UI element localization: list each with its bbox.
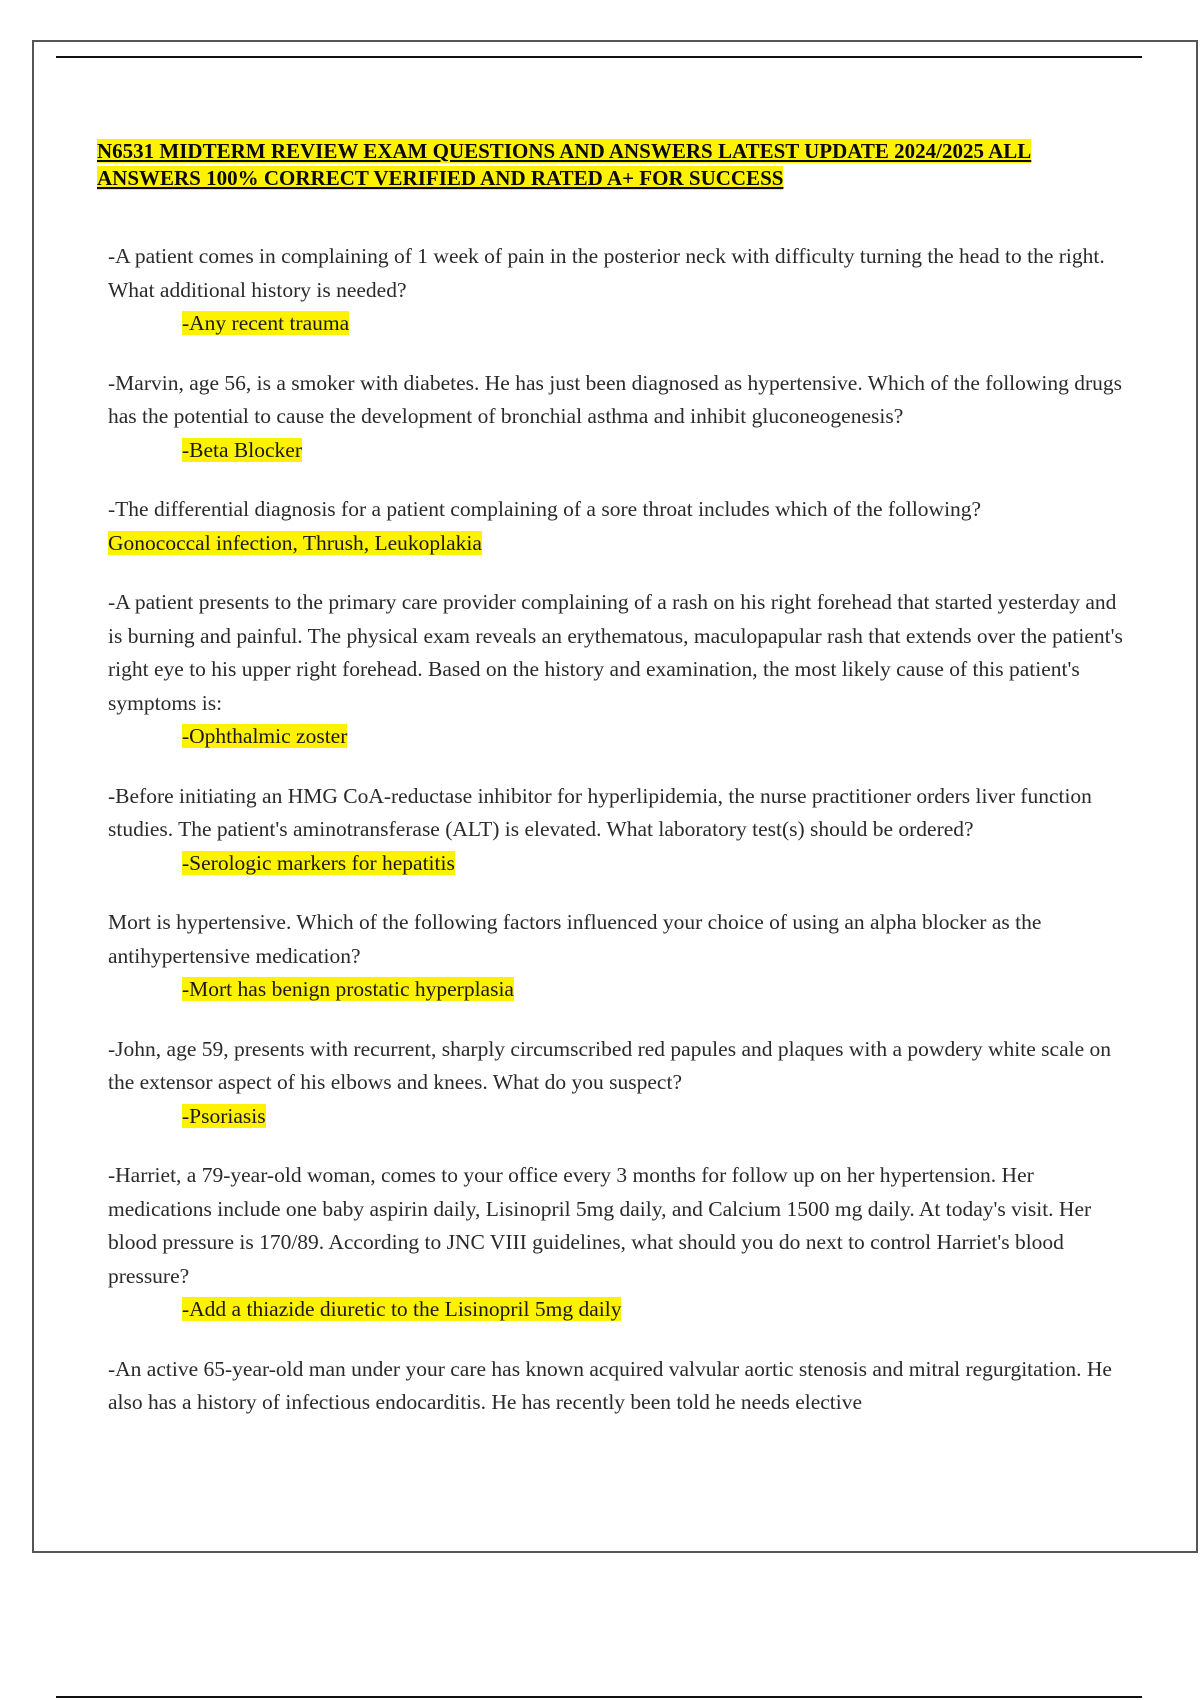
question-text: -Marvin, age 56, is a smoker with diabetes. He has just been diagnosed as hypertensive. Which of the following drugs has the potential to cause the development of bronchial asthma and inhibit gluconeogenesis? — [108, 370, 1123, 428]
question-text: Mort is hypertensive. Which of the following factors influenced your choice of using an alpha blocker as the antihypertensive medication? — [108, 910, 1042, 968]
qa-item-9 — [108, 1353, 1124, 1420]
answer-text: -Add a thiazide diuretic to the Lisinopril 5mg daily — [182, 1297, 622, 1321]
question-text: -Harriet, a 79-year-old woman, comes to your office every 3 months for follow up on her hypertension. Her medications include one baby aspirin daily, Lisinopril 5mg daily, and Calcium 1500 mg daily. At today's visit. Her blood pressure is 170/89. According to JNC VIII guidelines, what should you do next to control Harriet's blood pressure? — [108, 1163, 1092, 1288]
qa-item-4 — [108, 586, 1124, 754]
qa-item-6 — [108, 906, 1124, 1007]
answer-text: -Beta Blocker — [182, 437, 302, 462]
question-text: -The differential diagnosis for a patient complaining of a sore throat includes which of the following? — [108, 497, 982, 521]
qa-item-7 — [108, 1033, 1124, 1134]
answer-text: Gonococcal infection, Thrush, Leukoplakia — [108, 530, 482, 555]
answer-text: -Mort has benign prostatic hyperplasia — [182, 977, 514, 1001]
qa-item-1 — [108, 240, 1124, 341]
qa-item-3 — [108, 493, 1124, 560]
question-text: -Before initiating an HMG CoA-reductase inhibitor for hyperlipidemia, the nurse practitioner orders liver function studies. The patient's aminotransferase (ALT) is elevated. What laboratory test(s) should be ordered? — [108, 783, 1092, 841]
answer-text: -Psoriasis — [182, 1103, 266, 1128]
document-title: N6531 MIDTERM REVIEW EXAM QUESTIONS AND ANSWERS LATEST UPDATE 2024/2025 ALL ANSWERS 100% CORRECT VERIFIED AND RATED A+ FOR SUCCESS — [97, 139, 1032, 190]
qa-item-2 — [108, 367, 1124, 468]
answer-text: -Any recent trauma — [182, 311, 350, 335]
qa-item-5 — [108, 780, 1124, 881]
question-text: -A patient comes in complaining of 1 week of pain in the posterior neck with difficulty turning the head to the right. What additional history is needed? — [108, 244, 1105, 302]
question-text: -An active 65-year-old man under your care has known acquired valvular aortic stenosis and mitral regurgitation. He also has a history of infectious endocarditis. He has recently been told he needs elective — [108, 1356, 1112, 1414]
question-text: -A patient presents to the primary care provider complaining of a rash on his right forehead that started yesterday and is burning and painful. The physical exam reveals an erythematous, maculopapular rash that extends over the patient's right eye to his upper right forehead. Based on the history and examination, the most likely cause of this patient's symptoms is: — [108, 590, 1123, 715]
question-text: -John, age 59, presents with recurrent, sharply circumscribed red papules and plaques with a powdery white scale on the extensor aspect of his elbows and knees. What do you suspect? — [108, 1036, 1112, 1094]
answer-text: -Serologic markers for hepatitis — [182, 850, 455, 875]
qa-list — [108, 240, 1124, 1446]
qa-item-8 — [108, 1159, 1124, 1327]
answer-text: -Ophthalmic zoster — [182, 724, 348, 748]
top-rule — [56, 56, 1142, 58]
bottom-rule — [56, 1696, 1142, 1698]
